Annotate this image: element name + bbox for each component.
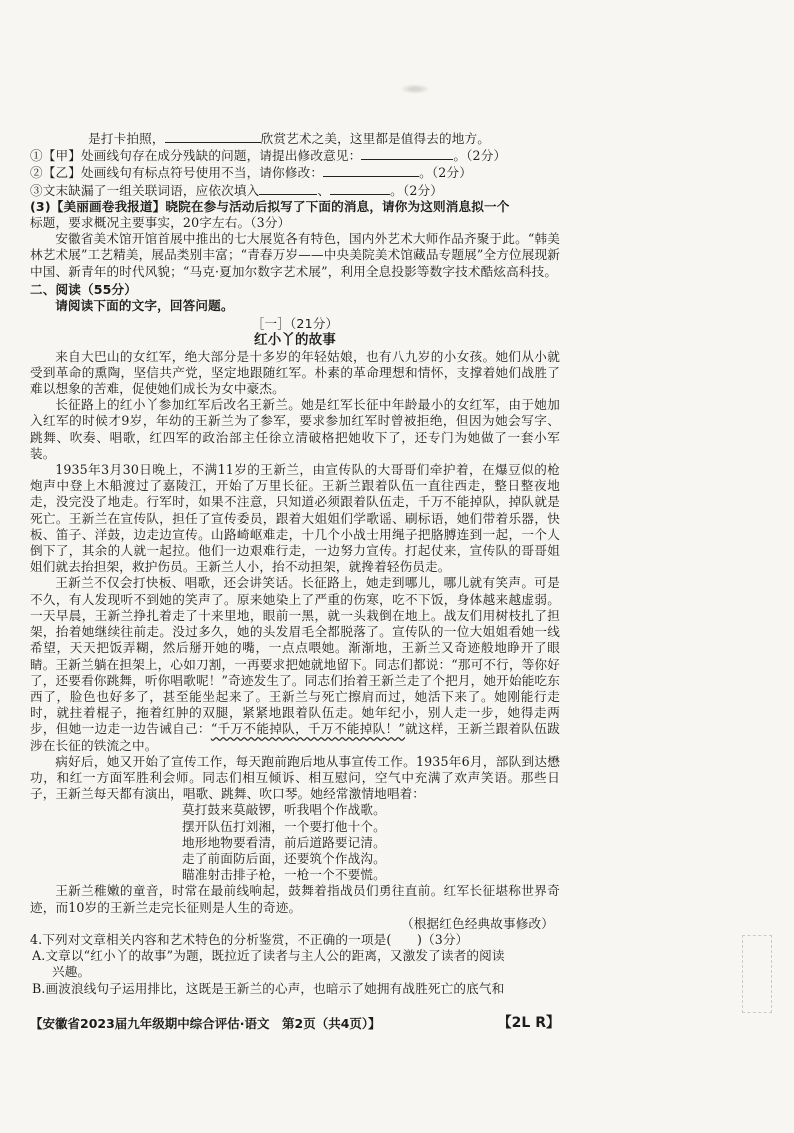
- page-content: [30, 130, 560, 997]
- scan-smudge: [400, 84, 430, 94]
- part-one-head: ［一］（21分）: [251, 316, 339, 332]
- page-footer: [30, 1014, 560, 1032]
- question-news-title-2: 标题，要求概况主要事实，20字左右。（3分）: [30, 215, 291, 231]
- lyric-line: 走了前面防后面，还要筑个作战沟。: [182, 850, 386, 866]
- intro-fill-line: 是打卡拍照， 欣赏艺术之美，这里都是值得去的地方。: [88, 131, 491, 146]
- answer-blank-2[interactable]: [330, 182, 390, 195]
- question-yi: ②【乙】处画线句有标点符号使用不当，请你修改： 。（2分）: [30, 165, 472, 181]
- footer-code: 【2L R】: [497, 1015, 560, 1031]
- question-news-title-1: (3)【美丽画卷我报道】晓院在参与活动后拟写了下面的消息，请你为这则消息拟一个: [30, 198, 510, 214]
- question-4-option-b[interactable]: B.画波浪线句子运用排比，这既是王新兰的心声，也暗示了她拥有战胜死亡的底气和: [32, 980, 505, 996]
- article-paragraph-4: 王新兰不仅会打快板、唱歌，还会讲笑话。长征路上，她走到哪儿，哪儿就有笑声。可是不久，有人发现听不到她的笑声了。原来她染上了严重的伤寒，吃不下饭，身体越来越虚弱。一天早晨，王新兰挣扎着走了十来里地，眼前一黑，就一头栽倒在地上。战友们用树枝扎了担架，抬着她继续往前走。没过多久，她的头发眉毛全都脱落了。宣传队的一位大姐姐看她一线希望，天天把饭弄糊，然后掰开她的嘴，一点点喂她。渐渐地，王新兰又奇迹般地睁开了眼睛。王新兰躺在担架上，心如刀割，一再要求把她就地留下。同志们都说：“那可不行，等你好了，还要看你跳舞，听你唱歌呢！”奇迹发生了。同志们抬着王新兰走了个把月，她开始能吃东西了，脸色也好多了，甚至能坐起来了。王新兰与死亡擦肩而过，她活下来了。她刚能行走时，就拄着棍子，拖着红肿的双腿，紧紧地跟着队伍走。她年纪小，别人走一步，她得走两步，但她一边走一边告诫自己：“千万不能掉队，千万不能掉队！”就这样，王新兰跟着队伍跋涉在长征的铁流之中。: [30, 575, 560, 753]
- news-passage: 安徽省美术馆开馆首展中推出的七大展览各有特色，国内外艺术大师作品齐聚于此。“韩美林艺术展”工艺精美，展品类别丰富；“青春万岁——中央美院美术馆藏品专题展”全方位展现新中国、新青年的时代风貌；“马克·夏加尔数字艺术展”，利用全息投影等数字技术酷炫高科技。: [30, 231, 560, 279]
- lyric-line: 瞄准射击排子枪，一枪一个不要慌。: [182, 867, 386, 883]
- section-reading-head: 二、阅读（55分）: [30, 281, 138, 297]
- article-source: （根据红色经典故事修改）: [401, 915, 554, 931]
- answer-blank-1[interactable]: [259, 182, 317, 195]
- footer-exam-info: 【安徽省2023届九年级期中综合评估·语文 第2页（共4页）】: [30, 1016, 381, 1031]
- margin-stamp: [742, 935, 772, 1013]
- article-paragraph-1: 来自大巴山的女红军，绝大部分是十多岁的年轻姑娘，也有八九岁的小女孩。她们从小就受到革命的熏陶，坚信共产党，坚定地跟随红军。朴素的革命理想和情怀，支撑着她们战胜了难以想象的苦难，促使她们成长为女中豪杰。: [30, 348, 560, 397]
- article-paragraph-2: 长征路上的红小丫参加红军后改名王新兰。她是红军长征中年龄最小的女红军，由于她加入红军的时候才9岁，年幼的王新兰为了参军，要求参加红军时曾被拒绝，但因为她会写字、跳舞、吹奏、唱歌，红四军的政治部主任徐立清破格把她收下了，还专门为她做了一套小军装。: [30, 397, 560, 461]
- article-paragraph-3: 1935年3月30日晚上，不满11岁的王新兰，由宣传队的大哥哥们牵护着，在爆豆似的枪炮声中登上木船渡过了嘉陵江，开始了万里长征。王新兰跟着队伍一直往西走，整日整夜地走，没完没了地走。行军时，如果不注意，只知道必须跟着队伍走，千万不能掉队，掉队就是死亡。王新兰在宣传队，担任了宣传委员，跟着大姐姐们学歌谣、刷标语，她们带着乐器，快板、笛子、洋鼓，边走边宣传。山路崎岖难走，十几个小战士用绳子把胳膊连到一起，一个人倒下了，其余的人就一起拉。他们一边艰难行走，一边努力宣传。打起仗来，宣传队的哥哥姐姐们就去抬担架，救护伤员。王新兰人小，抬不动担架，就搀着轻伤员走。: [30, 462, 560, 575]
- answer-blank-yi[interactable]: [323, 164, 419, 177]
- answer-blank-jia[interactable]: [361, 147, 453, 160]
- wavy-underlined-sentence: “千万不能掉队，千万不能掉队！”: [210, 721, 405, 737]
- article-paragraph-6: 王新兰稚嫩的童音，时常在最前线响起，鼓舞着指战员们勇往直前。红军长征堪称世界奇迹，而10岁的王新兰走完长征则是人生的奇迹。: [30, 883, 560, 915]
- question-4-option-a[interactable]: A.文章以“红小丫的故事”为题，既拉近了读者与主人公的距离，又激发了读者的阅读: [32, 948, 505, 964]
- question-connectives: ③文末缺漏了一组关联词语，应依次填入 、 。（2分）: [30, 182, 443, 198]
- lyric-line: 摆开队伍打刘湘，一个要打他十个。: [182, 818, 386, 834]
- question-4-option-a-cont: 兴趣。: [52, 964, 91, 980]
- lyric-line: 莫打鼓来莫敲锣，听我唱个作战歌。: [182, 802, 386, 818]
- article-paragraph-5: 病好后，她又开始了宣传工作，每天跑前跑后地从事宣传工作。1935年6月，部队到达懋功，和红一方面军胜利会师。同志们相互倾诉、相互慰问，空气中充满了欢声笑语。那些日子，王新兰每天都有演出，唱歌、跳舞、吹口琴。她经常激情地唱着：: [30, 753, 560, 802]
- reading-instruction: 请阅读下面的文字，回答问题。: [55, 298, 234, 314]
- article-title: 红小丫的故事: [254, 332, 336, 349]
- question-4-stem: 4.下列对文章相关内容和艺术特色的分析鉴赏，不正确的一项是( )（3分）: [30, 931, 469, 947]
- song-lyrics: [30, 802, 560, 883]
- blank[interactable]: [165, 130, 261, 143]
- question-jia: ①【甲】处画线句存在成分残缺的问题，请提出修改意见： 。（2分）: [30, 148, 507, 164]
- lyric-line: 地形地物要看清，前后道路要记清。: [182, 834, 386, 850]
